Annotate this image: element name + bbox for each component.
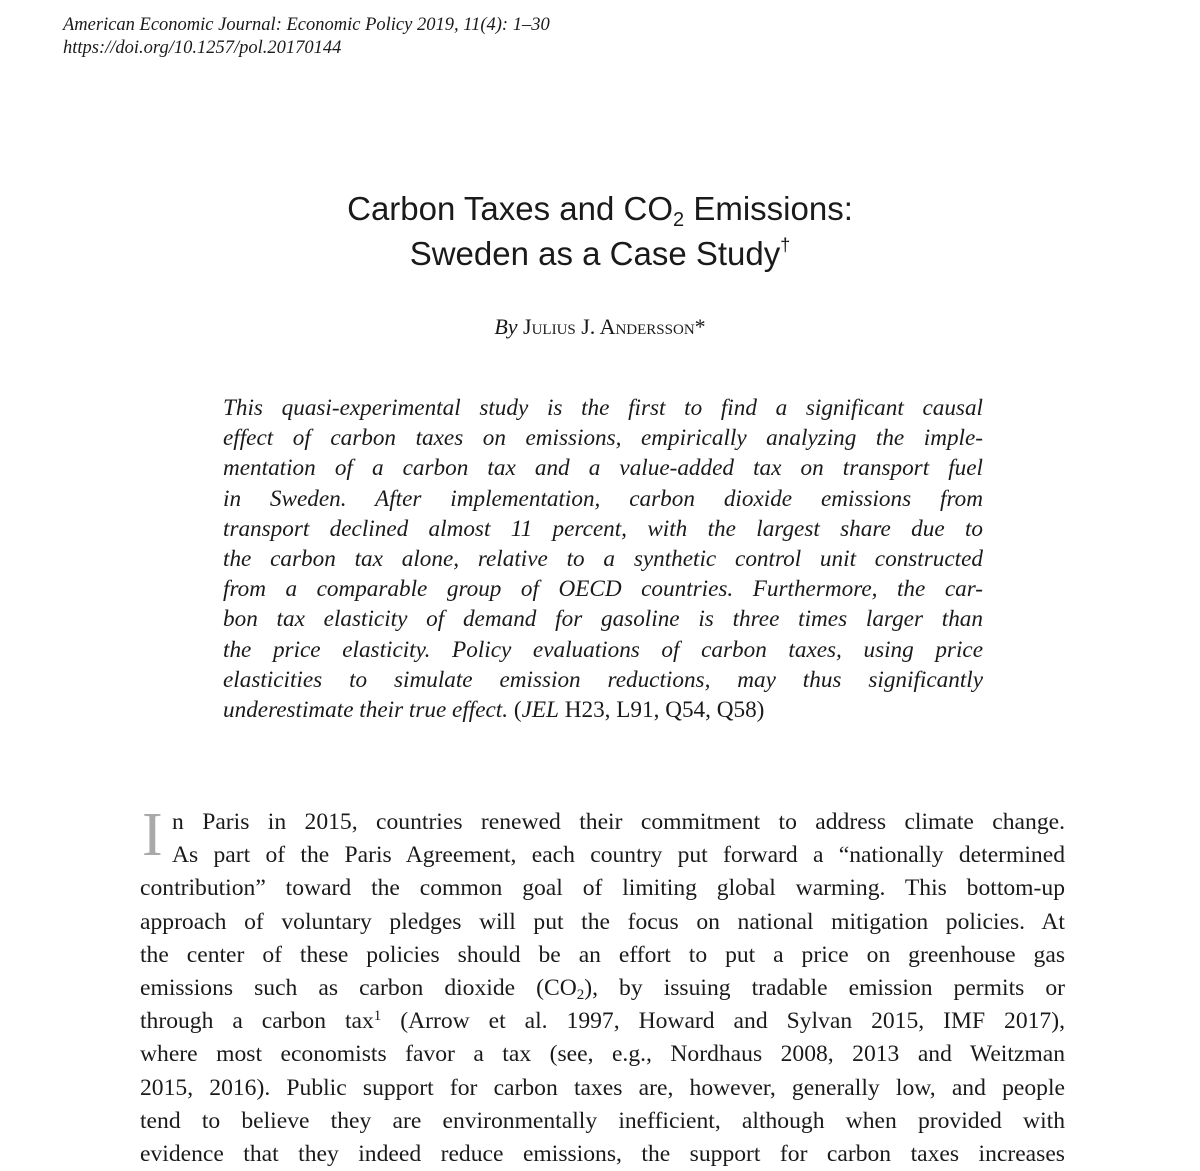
body-line: 2015, 2016). Public support for carbon taxes are, however, generally low, and people xyxy=(140,1074,1065,1101)
abstract-last-line: underestimate their true effect. (JEL H23, L91, Q54, Q58) xyxy=(223,697,765,724)
body-line: n Paris in 2015, countries renewed their commitment to address climate change. xyxy=(172,809,1065,835)
title-line-2: Sweden as a Case Study† xyxy=(409,235,791,272)
dagger-footnote-mark[interactable]: † xyxy=(780,235,791,255)
body-line: approach of voluntary pledges will put the focus on national mitigation policies. At xyxy=(140,908,1065,935)
abstract-line: bon tax elasticity of demand for gasoline is three times larger than xyxy=(223,606,983,633)
body-text xyxy=(140,801,1065,1171)
journal-citation: American Economic Journal: Economic Policy 2019, 11(4): 1–30 xyxy=(63,15,550,35)
paper-title xyxy=(0,186,1200,276)
body-line: As part of the Paris Agreement, each country put forward a “nationally determined xyxy=(172,842,1065,869)
abstract-line: This quasi-experimental study is the first to find a significant causal xyxy=(223,395,983,421)
abstract-line: the price elasticity. Policy evaluations of carbon taxes, using price xyxy=(223,636,983,663)
body-line: tend to believe they are environmentally inefficient, although when provided with xyxy=(140,1107,1065,1134)
title-line-1: Carbon Taxes and $CO_2$ Emissions: xyxy=(347,190,853,231)
abstract xyxy=(223,393,983,725)
byline: By Julius J. Andersson* xyxy=(494,314,706,339)
body-line: the center of these policies should be an effort to put a price on greenhouse gas xyxy=(140,941,1065,968)
abstract-line: transport declined almost 11 percent, with the largest share due to xyxy=(223,515,983,542)
abstract-line: effect of carbon taxes on emissions, empirically analyzing the imple- xyxy=(223,425,983,452)
doi-link[interactable]: https://doi.org/10.1257/pol.20170144 xyxy=(63,38,342,58)
abstract-line: the carbon tax alone, relative to a synthetic control unit constructed xyxy=(223,546,983,573)
jel-label: JEL xyxy=(521,697,559,724)
author-name: Julius J. Andersson* xyxy=(523,314,706,339)
body-line: where most economists favor a tax (see, e.g., Nordhaus 2008, 2013 and Weitzman xyxy=(140,1041,1065,1068)
body-line: evidence that they indeed reduce emissions, the support for carbon taxes increases xyxy=(140,1141,1065,1168)
abstract-line: in Sweden. After implementation, carbon dioxide emissions from xyxy=(223,485,983,512)
jel-codes: H23, L91, Q54, Q58) xyxy=(558,697,765,724)
drop-cap: I xyxy=(142,801,163,869)
abstract-line: from a comparable group of OECD countries. Furthermore, the car- xyxy=(223,576,983,603)
journal-header xyxy=(63,14,550,60)
body-line: through a carbon tax$^1$ (Arrow et al. 1997, Howard and Sylvan 2015, IMF 2017), xyxy=(140,1008,1065,1035)
abstract-line: elasticities to simulate emission reductions, may thus significantly xyxy=(223,666,983,693)
body-line: emissions such as carbon dioxide $(CO_2)$, by issuing tradable emission permits or xyxy=(140,975,1065,1004)
body-line: contribution” toward the common goal of limiting global warming. This bottom-up xyxy=(140,875,1065,902)
footnote-1-mark[interactable]: 1 xyxy=(373,1008,382,1025)
abstract-line: mentation of a carbon tax and a value-added tax on transport fuel xyxy=(223,455,983,482)
